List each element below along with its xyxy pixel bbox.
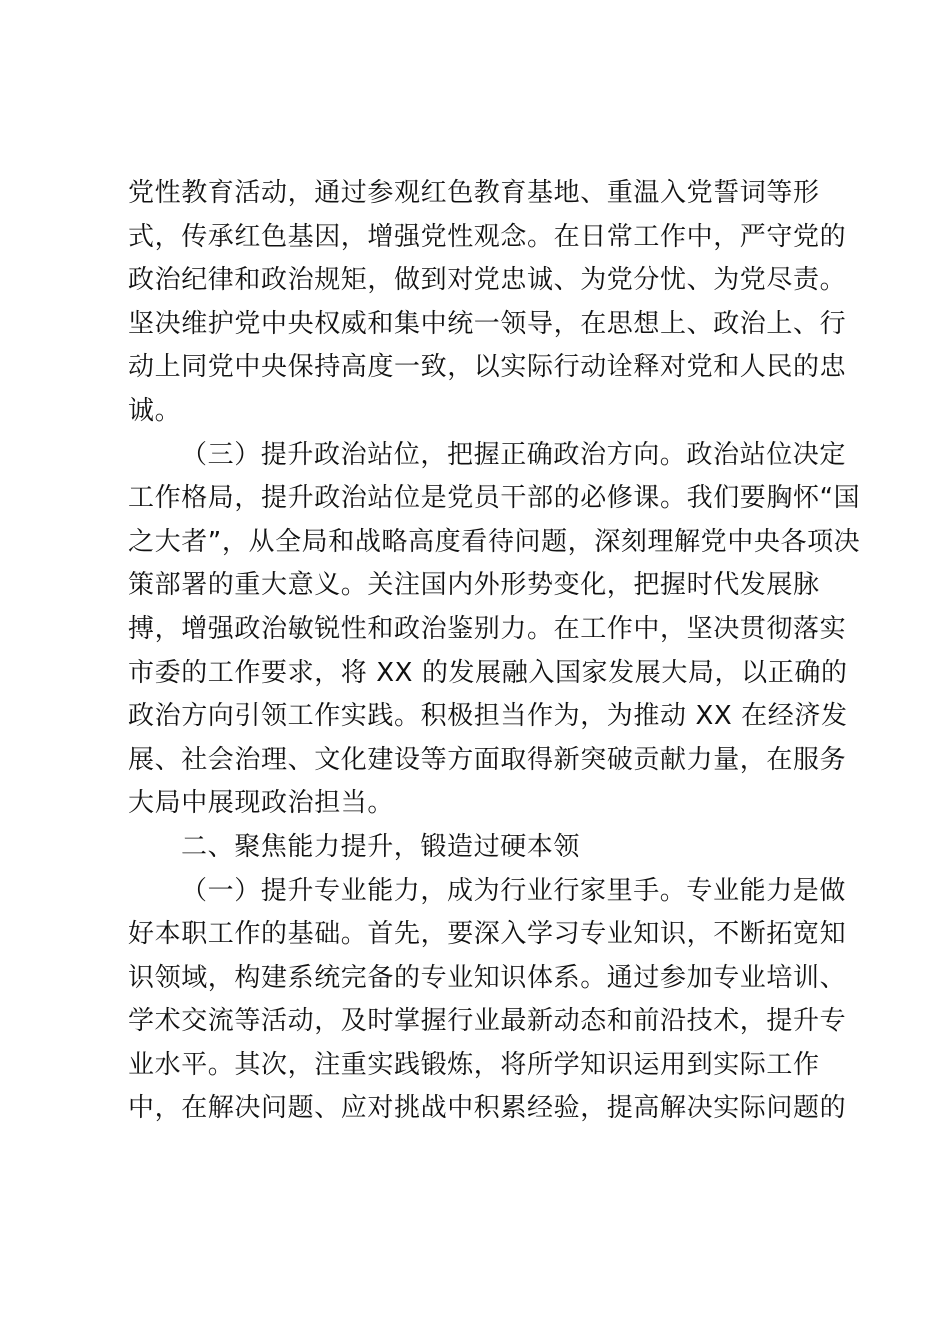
paragraph-heading-line: （一）提升专业能力，成为行业行家里手。专业能力是做 bbox=[181, 875, 847, 906]
section-heading: 二、聚焦能力提升，锻造过硬本领 bbox=[181, 831, 581, 862]
text-line: 中，在解决问题、应对挑战中积累经验，提高解决实际问题的 bbox=[128, 1093, 847, 1124]
text-line: 市委的工作要求，将 XX 的发展融入国家发展大局，以正确的 bbox=[128, 657, 848, 688]
text-line: 政治方向引领工作实践。积极担当作为，为推动 XX 在经济发 bbox=[128, 701, 848, 732]
text-line: 展、社会治理、文化建设等方面取得新突破贡献力量，在服务 bbox=[128, 744, 847, 775]
text-line: 策部署的重大意义。关注国内外形势变化，把握时代发展脉 bbox=[128, 570, 820, 601]
text-line: 动上同党中央保持高度一致，以实际行动诠释对党和人民的忠 bbox=[128, 352, 847, 383]
text-line: 好本职工作的基础。首先，要深入学习专业知识，不断拓宽知 bbox=[128, 919, 847, 950]
text-line: 业水平。其次，注重实践锻炼，将所学知识运用到实际工作 bbox=[128, 1049, 820, 1080]
text-line: 之大者”，从全局和战略高度看待问题，深刻理解党中央各项决 bbox=[128, 526, 861, 557]
paragraph-heading-line: （三）提升政治站位，把握正确政治方向。政治站位决定 bbox=[181, 439, 847, 470]
text-line: 学术交流等活动，及时掌握行业最新动态和前沿技术，提升专 bbox=[128, 1006, 847, 1037]
text-line: 坚决维护党中央权威和集中统一领导，在思想上、政治上、行 bbox=[128, 308, 847, 339]
text-line: 识领域，构建系统完备的专业知识体系。通过参加专业培训、 bbox=[128, 962, 847, 993]
text-line: 搏，增强政治敏锐性和政治鉴别力。在工作中，坚决贯彻落实 bbox=[128, 613, 847, 644]
text-line: 式，传承红色基因，增强党性观念。在日常工作中，严守党的 bbox=[128, 221, 847, 252]
body-text bbox=[128, 172, 861, 1131]
text-line: 工作格局，提升政治站位是党员干部的必修课。我们要胸怀“国 bbox=[128, 483, 861, 514]
text-line: 大局中展现政治担当。 bbox=[128, 788, 395, 819]
text-line: 政治纪律和政治规矩，做到对党忠诚、为党分忧、为党尽责。 bbox=[128, 265, 847, 296]
text-line: 诚。 bbox=[128, 395, 182, 426]
text-line: 党性教育活动，通过参观红色教育基地、重温入党誓词等形 bbox=[128, 178, 820, 208]
